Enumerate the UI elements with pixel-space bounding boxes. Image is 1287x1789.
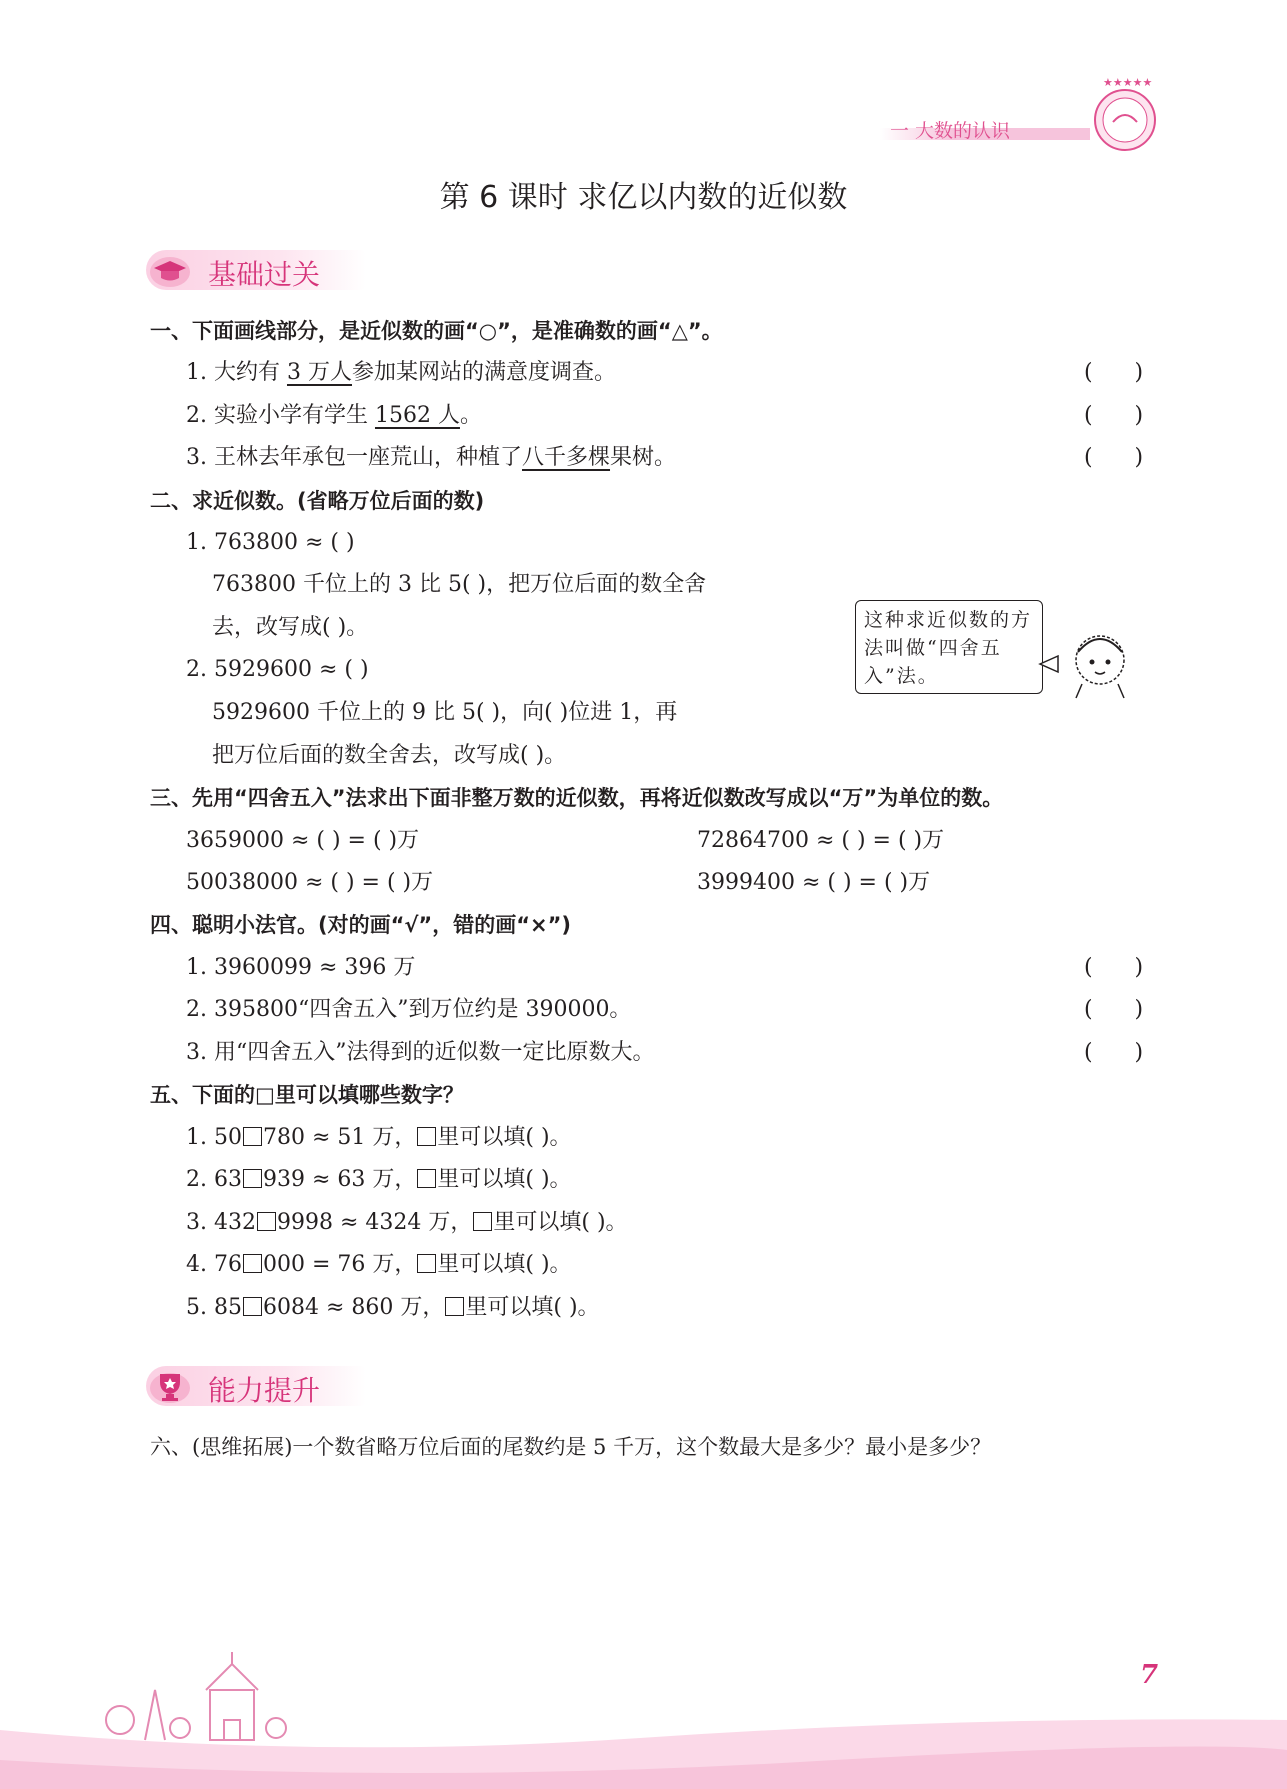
section-badge-basics [146, 250, 366, 290]
q1-item-1: 1. 大约有 3 万人参加某网站的满意度调查。 [186, 360, 616, 385]
blank-box [243, 1254, 262, 1273]
q3-row-2-left: 50038000 ≈ ( ) = ( )万 [186, 870, 434, 895]
q1-heading: 一、下面画线部分，是近似数的画“○”，是准确数的画“△”。 [150, 319, 723, 343]
q5-item-4: 4. 76 000 = 76 万， 里可以填( )。 [186, 1252, 572, 1277]
blank-box [417, 1127, 436, 1146]
svg-text:★★★★★: ★★★★★ [1103, 78, 1153, 89]
page-number: 7 [1140, 1660, 1159, 1690]
blank-box [243, 1127, 262, 1146]
q2-item-1-line-a: 763800 千位上的 3 比 5( )，把万位后面的数全舍 [212, 572, 707, 597]
graduation-cap-icon [148, 252, 192, 288]
q2-item-1: 1. 763800 ≈ ( ) [186, 530, 355, 555]
q4-item-2: 2. 395800“四舍五入”到万位约是 390000。 [186, 997, 632, 1022]
castle-illustration [100, 1650, 360, 1750]
trophy-icon [148, 1368, 192, 1404]
q4-heading: 四、聪明小法官。(对的画“√”，错的画“×”) [150, 913, 572, 937]
hint-text: 这种求近似数的方法叫做“四舍五入”法。 [864, 609, 1033, 687]
q4-item-1: 1. 3960099 ≈ 396 万 [186, 955, 416, 980]
q1-item-2: 2. 实验小学有学生 1562 人。 [186, 403, 482, 428]
q5-heading: 五、下面的□里可以填哪些数字？ [150, 1083, 464, 1107]
hint-bubble [855, 600, 1043, 694]
q3-row-1-left: 3659000 ≈ ( ) = ( )万 [186, 828, 420, 853]
brand-logo [1085, 78, 1165, 158]
blank-box [445, 1297, 464, 1316]
q2-item-2: 2. 5929600 ≈ ( ) [186, 657, 369, 682]
section-label: 基础过关 [208, 258, 321, 291]
blank-box [417, 1169, 436, 1188]
answer-paren[interactable]: ( ) [1084, 997, 1144, 1022]
chapter-label: 一 大数的认识 [890, 120, 1011, 142]
answer-paren[interactable]: ( ) [1084, 955, 1144, 980]
q5-item-2: 2. 63 939 ≈ 63 万， 里可以填( )。 [186, 1167, 572, 1192]
q4-item-3: 3. 用“四舍五入”法得到的近似数一定比原数大。 [186, 1040, 655, 1065]
q2-heading: 二、求近似数。(省略万位后面的数) [150, 489, 485, 513]
blank-box [243, 1169, 262, 1188]
answer-paren[interactable]: ( ) [1084, 360, 1144, 385]
blank-box [243, 1297, 262, 1316]
blank-box [473, 1212, 492, 1231]
q3-row-2-right: 3999400 ≈ ( ) = ( )万 [697, 870, 931, 895]
q1-item-3: 3. 王林去年承包一座荒山，种植了八千多棵果树。 [186, 445, 677, 470]
answer-paren[interactable]: ( ) [1084, 1040, 1144, 1065]
q3-heading: 三、先用“四舍五入”法求出下面非整万数的近似数，再将近似数改写成以“万”为单位的数。 [150, 786, 1004, 810]
q5-item-3: 3. 432 9998 ≈ 4324 万， 里可以填( )。 [186, 1210, 628, 1235]
q2-item-2-line-b: 把万位后面的数全舍去，改写成( )。 [212, 743, 567, 768]
section-badge-advanced [146, 1366, 366, 1406]
q3-row-1-right: 72864700 ≈ ( ) = ( )万 [697, 828, 945, 853]
blank-box [257, 1212, 276, 1231]
q5-item-5: 5. 85 6084 ≈ 860 万， 里可以填( )。 [186, 1295, 600, 1320]
q2-item-1-line-b: 去，改写成( )。 [212, 615, 369, 640]
q2-item-2-line-a: 5929600 千位上的 9 比 5( )，向( )位进 1，再 [212, 700, 678, 725]
answer-paren[interactable]: ( ) [1084, 403, 1144, 428]
girl-cartoon-icon [1038, 622, 1138, 702]
section-label: 能力提升 [208, 1374, 321, 1407]
answer-paren[interactable]: ( ) [1084, 445, 1144, 470]
q5-item-1: 1. 50 780 ≈ 51 万， 里可以填( )。 [186, 1125, 572, 1150]
page-title: 第 6 课时 求亿以内数的近似数 [439, 180, 848, 215]
blank-box [417, 1254, 436, 1273]
q6-text: 六、(思维拓展)一个数省略万位后面的尾数约是 5 千万，这个数最大是多少？最小是多少？ [150, 1435, 992, 1459]
